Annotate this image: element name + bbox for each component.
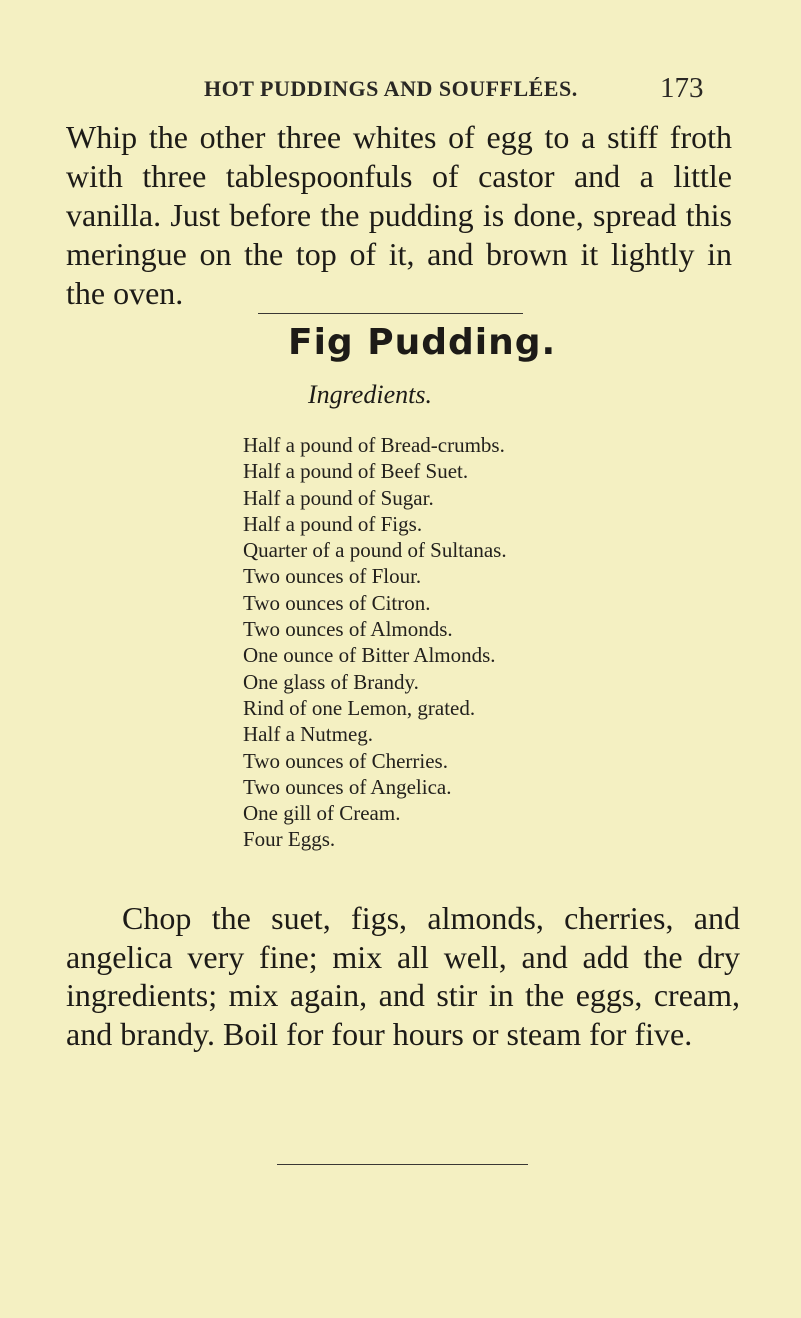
ingredient-item: Two ounces of Citron. <box>243 590 431 615</box>
ingredient-item: Half a pound of Sugar. <box>243 485 434 510</box>
running-header: HOT PUDDINGS AND SOUFFLÉES. <box>204 76 578 101</box>
ingredient-item: Half a pound of Bread-crumbs. <box>243 433 505 457</box>
method-paragraph: Chop the suet, figs, almonds, cherries, and angelica very fine; mix all well, and add the dry ingredients; mix again, and stir in the eggs, cream, and brandy. Boil for four hours or steam for five. <box>66 900 740 1052</box>
section-divider-bottom <box>277 1164 528 1165</box>
ingredient-item: Two ounces of Cherries. <box>243 748 448 773</box>
page-number: 173 <box>660 72 704 104</box>
ingredient-item: Four Eggs. <box>243 827 336 852</box>
ingredient-item: Half a pound of Figs. <box>243 511 423 536</box>
recipe-title: Fig Pudding. <box>288 322 557 363</box>
ingredient-item: One ounce of Bitter Almonds. <box>243 643 496 668</box>
intro-paragraph: Whip the other three whites of egg to a stiff froth with three tablespoonfuls of castor and a little vanilla. Just before the pudding is done, spread this meringue on the top of it, and brown it lightly in the oven. <box>66 119 732 311</box>
ingredient-item: One gill of Cream. <box>243 801 401 826</box>
ingredient-item: Half a pound of Beef Suet. <box>243 459 469 484</box>
section-divider-top <box>258 313 523 314</box>
ingredients-list <box>243 432 507 853</box>
ingredient-item: Quarter of a pound of Sultanas. <box>243 538 507 563</box>
ingredient-item: Two ounces of Flour. <box>243 564 422 589</box>
ingredient-item: Two ounces of Almonds. <box>243 617 453 642</box>
ingredient-item: Half a Nutmeg. <box>243 722 374 747</box>
ingredient-item: One glass of Brandy. <box>243 669 419 694</box>
ingredient-item: Rind of one Lemon, grated. <box>243 695 476 720</box>
ingredient-item: Two ounces of Angelica. <box>243 774 452 799</box>
ingredients-heading: Ingredients. <box>308 380 432 409</box>
